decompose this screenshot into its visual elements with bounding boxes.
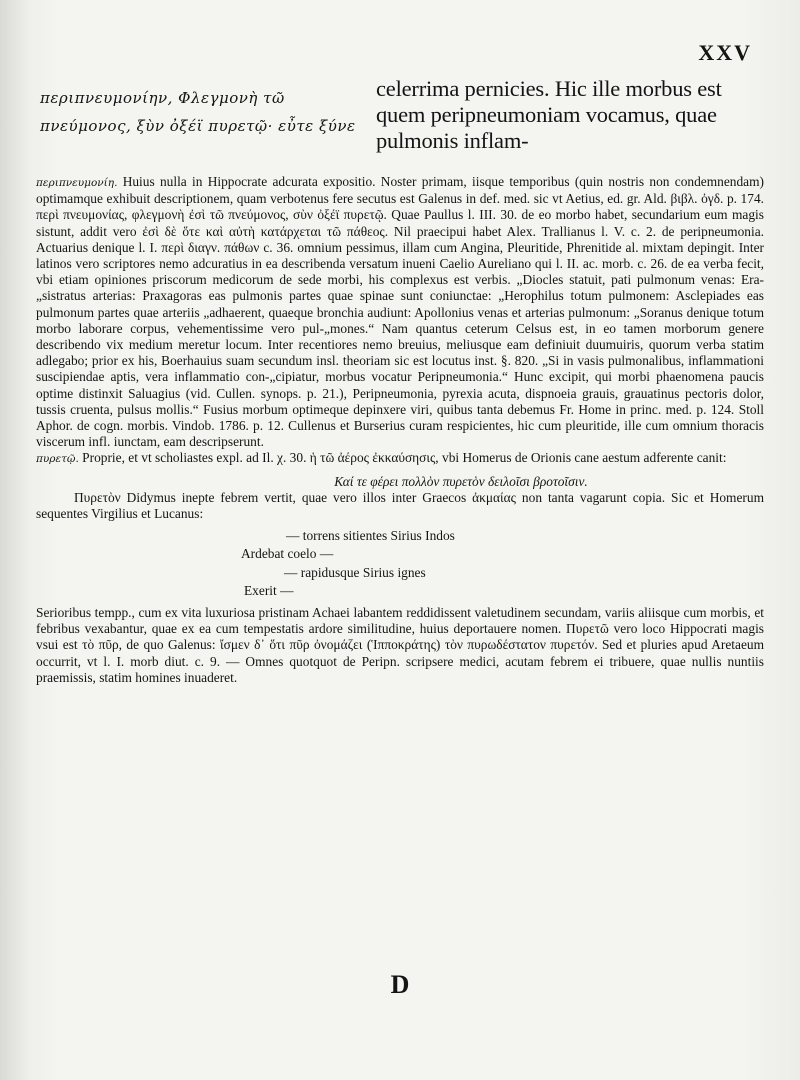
page-number: XXV [698, 40, 752, 65]
greek-heading: περιπνευμονίην, Φλεγμονὴ τῶ πνεύμονος, ξὺν ὀξέϊ πυρετῷ· εὖτε ξύνε [40, 89, 356, 135]
didymus-note: Πυρετὸν Didymus inepte febrem vertit, quae vero illos inter Graecos ἀκμαίας non tanta vagarunt copia. Sic et Homerum sequentes Virgilius et Lucanus: [36, 489, 764, 522]
paragraph-text: Huius nulla in Hippocrate adcurata expositio. Noster primam, iisque temporibus (quin nostris non condemnendam) optimamque exhibuit descriptionem, quam verbotenus fere secutus est Galenus in def. med. sic vt Aetius, ed. gr. Ald. βιβλ. ὀγδ. p. 174. περὶ πνευμονίας, φλεγμονὴ ἐσὶ τῶ πνεύμονος, σὺν ὀξέϊ πυρετῷ. Quae Paullus l. III. 30. de eo morbo habet, secundarium eum magis sistunt, addit vero ἐσὶ δὲ ὅτε καὶ αὐτὴ κατάρχεται τῶ πάθεος. Nil praecipui habet Alex. Trallianus l. V. c. 2. de peripneumonia. Actuarius denique l. I. περὶ διαγν. πάθων c. 36. omnium pessimus, illam cum Angina, Pleuritide, Phrenitide al. mixtam depingit. Inter latinos vero scriptores nemo adcuratius in ea describenda versatum inueni Caelio Aureliano qui l. II. ac. morb. c. 26. de ea verba fecit, vbi etiam opiniones priscorum medicorum de sede morbi, his complexus est verbis. „Diocles statuit, pati pulmonum venas: Era-„sistratus arterias: Praxagoras eas pulmonis partes quae spinae sunt coniunctae: „Herophilus totum pulmonem: Asclepiades eas pulmonum partes quae arteriis „adhaerent, quaeque bronchia audiunt: Apollonius venas et arterias pulmonum: „Soranus denique totum morbo laborare corpus, vehementissime vero pul-„mones.“ Nam quantus ceterum Celsus est, in eo tamen morborum genere describendo vix medium meretur locum. Inter recentiores nemo breuius, meliusque eam definiuit duumuiris, quorum verba statim adlegabo; prior ex his, Boerhauius suam secundum insl. theoriam sic est locutus inst. §. 820. „Si in vasis pulmonalibus, inflammationi suscipiendae aptis, vera inflammatio con-„cipiatur, morbus vocatur Peripneumonia.“ Hunc excipit, qui morbi phaenomena paucis optime distinxit Saluagius (vid. Cullen. synops. p. 21.), Peripneumonia, pyrexia acuta, dispnoeia grauis, grauatinus pectoris dolor, tussis cruenta, pulsus mollis.“ Fusius morbum optimeque depinxere viri, quibus tanta debemus Fr. Home in princ. med. p. 124. Stoll Aphor. de cogn. morbis. Vindob. 1786. p. 12. Cullenus et Burserius curam respicientes, hic cum pleuritide, ille cum omnium thoracis viscerum infl. iunctam, eam descripserunt. [36, 174, 764, 450]
signature-mark: D [390, 970, 410, 999]
paragraph-text: Proprie, et vt scholiastes expl. ad Il. χ. 30. ἡ τῶ ἀέρος ἐκκαύσησις, vbi Homerus de Orionis cane aestum adferente canit: [82, 450, 727, 466]
verse-line: — torrens sitientes Sirius Indos [286, 528, 455, 544]
homer-verse: Καί τε φέρει πολλὸν πυρετὸν δειλοῖσι βροτοῖσιν. [334, 473, 588, 489]
commentary-body [36, 174, 764, 686]
paragraph-peripneumonia [36, 174, 764, 450]
lemma: περιπνευμονίη. [36, 177, 118, 189]
latin-heading: celerrima pernicies. Hic ille morbus est quem peripneumoniam vocamus, quae pulmonis inflam- [376, 76, 722, 153]
lemma: πυρετῷ. [36, 453, 79, 466]
verse-line: — rapidusque Sirius ignes [284, 564, 426, 580]
closing-paragraph: Serioribus tempp., cum ex vita luxuriosa pristinam Achaei labantem reddidissent valetudinem secundam, variis aliisque cum morbis, et febribus vexabantur, quae ex ea cum tempestatis ardore similitudine, huius deportauere nomen. Πυρετῶ vero loco Hippocrati magis vsui est τὸ πῦρ, de quo Galenus: ἴσμεν δ᾽ ὅτι πῦρ ὀνομάζει (Ἱπποκράτης) τὸν πυρωδέστατον πυρετόν. Sed et pluries apud Aretaeum occurrit, vt l. I. morb diut. c. 9. — Omnes quotquot de Peripn. scripsere medici, acutam febrem ei tribuere, quae nullis nuntiis praemissis, statim homines inuaderet. [36, 605, 764, 685]
paragraph-pyretos [36, 450, 764, 467]
verse-line: Exerit — [244, 582, 294, 598]
verse-line: Ardebat coelo — [241, 546, 334, 562]
